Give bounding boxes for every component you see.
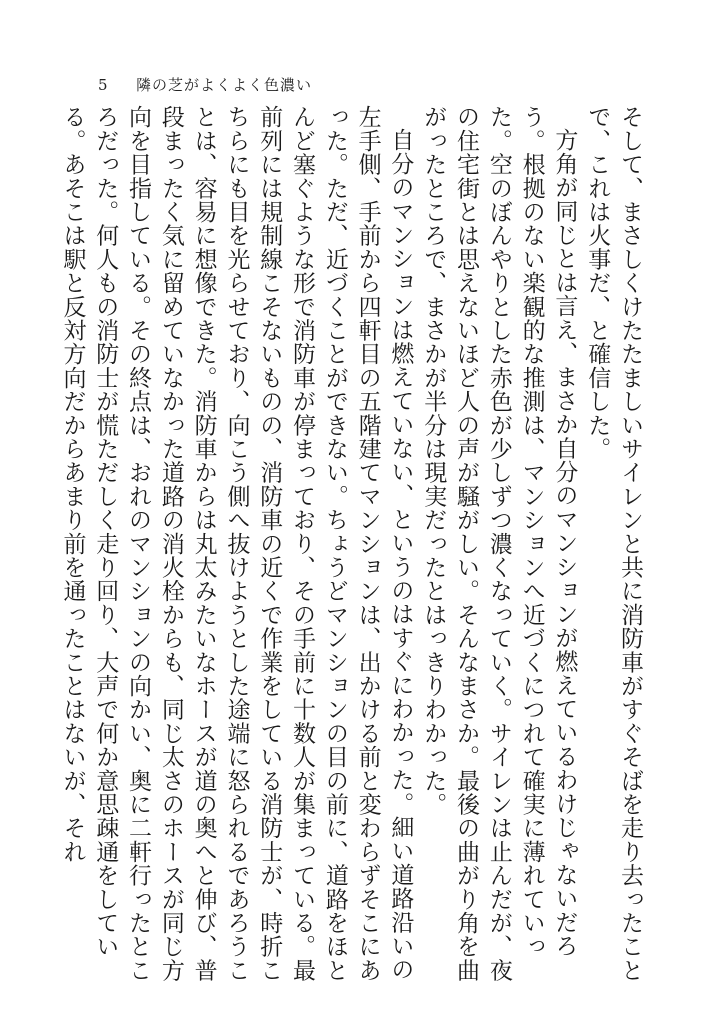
paragraph: そして、まさしくけたたましいサイレンと共に消防車がすぐそばを走り去ったことで、これは火事だ、と確信した。: [584, 105, 643, 982]
paragraph: 自分のマンションは燃えていない、というのはすぐにわかった。細い道路沿いの左手側、手前から四軒目の五階建てマンションは、出かける前と変わらずそこにあった。ただ、近づくことができない。ちょうどマンションの目の前に、道路をほとんど塞ぐような形で消防車が停まっており、その手前に十数人が集まっている。最前列には規制線こそないものの、消防車の近くで作業をしている消防士が、時折こちらにも目を光らせており、向こう側へ抜けようとした途端に怒られるであろうことは、容易に想像できた。消防車からは丸太みたいなホースが道の奥へと伸び、普段まったく気に留めていなかった道路の消火栓からも、同じ太さのホースが同じ方向を目指している。その終点は、おれのマンションの向かい、奥に二軒行ったところだった。何人もの消防士が慌ただしく走り回り、大声で何か意思疎通をしている。あそこは駅と反対方向だからあまり前を通ったことはないが、それ: [59, 105, 414, 982]
paragraph: 方角が同じとは言え、まさか自分のマンションが燃えているわけじゃないだろう。根拠のない楽観的な推測は、マンションへ近づくにつれて確実に薄れていった。空のぼんやりとした赤色が少しずつ濃くなっていく。サイレンは止んだが、夜の住宅街とは思えないほど人の声が騒がしい。そんなまさか。最後の曲がり角を曲がったところで、まさかが半分は現実だったとはっきりわかった。: [420, 105, 578, 982]
body-text: [59, 105, 646, 985]
running-title: 隣の芝がよくよく色濃い: [136, 76, 313, 94]
page-header: [98, 74, 418, 96]
page-number: 5: [98, 76, 108, 94]
